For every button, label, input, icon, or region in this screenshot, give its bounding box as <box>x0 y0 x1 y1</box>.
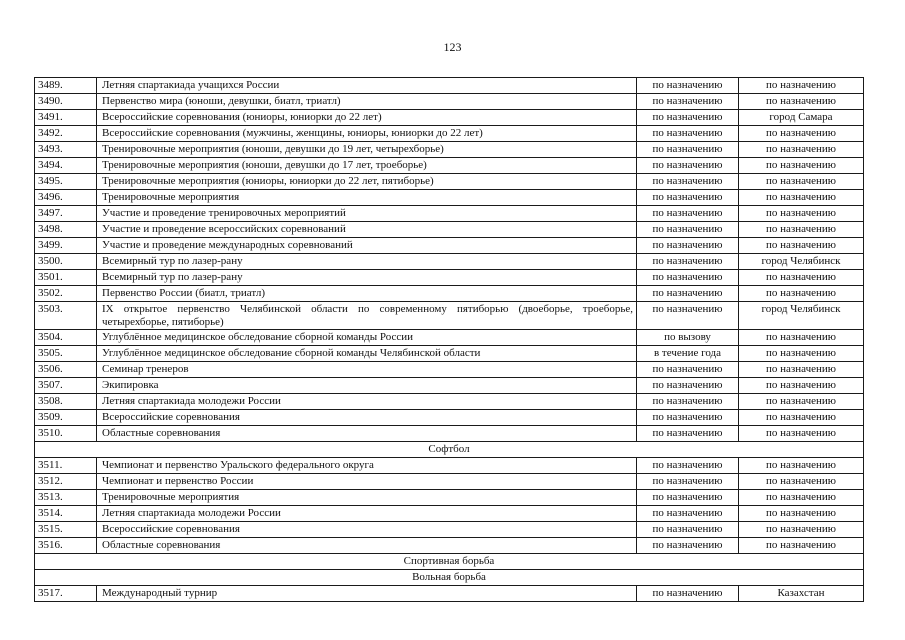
event-place: по назначению <box>739 346 864 362</box>
table-row <box>35 286 864 302</box>
event-name: Экипировка <box>97 378 637 394</box>
table-row <box>35 190 864 206</box>
event-date: по назначению <box>637 506 739 522</box>
event-name: Тренировочные мероприятия (юноши, девушки до 19 лет, четырехборье) <box>97 142 637 158</box>
table-row <box>35 158 864 174</box>
event-date: по назначению <box>637 126 739 142</box>
event-name: Всероссийские соревнования <box>97 522 637 538</box>
event-place: по назначению <box>739 270 864 286</box>
section-title: Спортивная борьба <box>35 554 864 570</box>
event-place: по назначению <box>739 378 864 394</box>
event-number: 3495. <box>35 174 97 190</box>
event-number: 3490. <box>35 94 97 110</box>
event-date: по назначению <box>637 158 739 174</box>
event-name: Тренировочные мероприятия (юноши, девушки до 17 лет, троеборье) <box>97 158 637 174</box>
event-number: 3502. <box>35 286 97 302</box>
event-number: 3492. <box>35 126 97 142</box>
event-date: по назначению <box>637 586 739 602</box>
event-name: Семинар тренеров <box>97 362 637 378</box>
event-number: 3498. <box>35 222 97 238</box>
event-number: 3499. <box>35 238 97 254</box>
event-place: город Челябинск <box>739 254 864 270</box>
event-date: по назначению <box>637 490 739 506</box>
event-place: по назначению <box>739 538 864 554</box>
event-place: по назначению <box>739 126 864 142</box>
event-number: 3494. <box>35 158 97 174</box>
event-date: по назначению <box>637 286 739 302</box>
event-number: 3512. <box>35 474 97 490</box>
event-date: по назначению <box>637 206 739 222</box>
event-date: по назначению <box>637 142 739 158</box>
table-row <box>35 254 864 270</box>
event-date: по назначению <box>637 94 739 110</box>
table-row <box>35 238 864 254</box>
events-table-body <box>35 78 864 602</box>
event-place: по назначению <box>739 410 864 426</box>
event-name: Углублённое медицинское обследование сборной команды Челябинской области <box>97 346 637 362</box>
event-name: Областные соревнования <box>97 426 637 442</box>
event-number: 3497. <box>35 206 97 222</box>
event-place: по назначению <box>739 490 864 506</box>
section-heading-row <box>35 554 864 570</box>
table-row <box>35 110 864 126</box>
event-place: по назначению <box>739 158 864 174</box>
table-row <box>35 142 864 158</box>
event-date: по вызову <box>637 330 739 346</box>
event-name: Чемпионат и первенство России <box>97 474 637 490</box>
event-name: Международный турнир <box>97 586 637 602</box>
event-date: по назначению <box>637 110 739 126</box>
event-place: по назначению <box>739 394 864 410</box>
event-name: Всемирный тур по лазер-рану <box>97 254 637 270</box>
event-date: по назначению <box>637 254 739 270</box>
table-row <box>35 222 864 238</box>
table-row <box>35 586 864 602</box>
event-place: по назначению <box>739 190 864 206</box>
event-number: 3516. <box>35 538 97 554</box>
event-date: по назначению <box>637 270 739 286</box>
event-name: Всероссийские соревнования <box>97 410 637 426</box>
table-row <box>35 506 864 522</box>
event-number: 3506. <box>35 362 97 378</box>
event-date: по назначению <box>637 458 739 474</box>
event-name: Тренировочные мероприятия <box>97 190 637 206</box>
event-place: город Самара <box>739 110 864 126</box>
events-table <box>34 77 864 602</box>
event-place: по назначению <box>739 506 864 522</box>
table-row <box>35 126 864 142</box>
section-heading-row <box>35 442 864 458</box>
event-number: 3508. <box>35 394 97 410</box>
table-row <box>35 362 864 378</box>
table-row <box>35 302 864 330</box>
event-place: город Челябинск <box>739 302 864 330</box>
event-place: по назначению <box>739 142 864 158</box>
event-number: 3500. <box>35 254 97 270</box>
event-date: по назначению <box>637 410 739 426</box>
event-number: 3504. <box>35 330 97 346</box>
event-number: 3489. <box>35 78 97 94</box>
table-row <box>35 270 864 286</box>
section-title: Вольная борьба <box>35 570 864 586</box>
table-row <box>35 426 864 442</box>
table-row <box>35 538 864 554</box>
event-name: Всероссийские соревнования (мужчины, женщины, юниоры, юниорки до 22 лет) <box>97 126 637 142</box>
event-place: по назначению <box>739 522 864 538</box>
event-number: 3501. <box>35 270 97 286</box>
event-number: 3515. <box>35 522 97 538</box>
event-number: 3511. <box>35 458 97 474</box>
event-place: Казахстан <box>739 586 864 602</box>
event-name: Тренировочные мероприятия <box>97 490 637 506</box>
event-name: Углублённое медицинское обследование сборной команды России <box>97 330 637 346</box>
event-number: 3514. <box>35 506 97 522</box>
event-name: Летняя спартакиада молодежи России <box>97 394 637 410</box>
event-number: 3517. <box>35 586 97 602</box>
event-date: по назначению <box>637 394 739 410</box>
table-row <box>35 522 864 538</box>
event-name: Всемирный тур по лазер-рану <box>97 270 637 286</box>
event-place: по назначению <box>739 206 864 222</box>
section-title: Софтбол <box>35 442 864 458</box>
table-row <box>35 378 864 394</box>
event-number: 3507. <box>35 378 97 394</box>
event-date: по назначению <box>637 538 739 554</box>
event-name: Тренировочные мероприятия (юниоры, юниорки до 22 лет, пятиборье) <box>97 174 637 190</box>
event-number: 3503. <box>35 302 97 330</box>
event-number: 3493. <box>35 142 97 158</box>
event-place: по назначению <box>739 238 864 254</box>
event-date: по назначению <box>637 238 739 254</box>
table-row <box>35 94 864 110</box>
event-number: 3510. <box>35 426 97 442</box>
event-name: Летняя спартакиада учащихся России <box>97 78 637 94</box>
table-row <box>35 206 864 222</box>
table-row <box>35 174 864 190</box>
table-row <box>35 474 864 490</box>
event-name: Участие и проведение всероссийских соревнований <box>97 222 637 238</box>
event-date: по назначению <box>637 362 739 378</box>
event-date: в течение года <box>637 346 739 362</box>
event-number: 3505. <box>35 346 97 362</box>
event-date: по назначению <box>637 378 739 394</box>
event-name: Летняя спартакиада молодежи России <box>97 506 637 522</box>
table-row <box>35 490 864 506</box>
event-name: Всероссийские соревнования (юниоры, юниорки до 22 лет) <box>97 110 637 126</box>
event-place: по назначению <box>739 330 864 346</box>
page-number: 123 <box>443 40 462 54</box>
table-row <box>35 330 864 346</box>
event-name: Участие и проведение тренировочных мероприятий <box>97 206 637 222</box>
event-name: IX открытое первенство Челябинской области по современному пятиборью (двоеборье, троеборье, четырехборье, пятиборье) <box>97 302 637 330</box>
event-date: по назначению <box>637 474 739 490</box>
event-date: по назначению <box>637 302 739 330</box>
event-place: по назначению <box>739 458 864 474</box>
event-date: по назначению <box>637 522 739 538</box>
event-name: Чемпионат и первенство Уральского федерального округа <box>97 458 637 474</box>
table-row <box>35 410 864 426</box>
event-name: Первенство мира (юноши, девушки, биатл, триатл) <box>97 94 637 110</box>
event-place: по назначению <box>739 286 864 302</box>
event-place: по назначению <box>739 78 864 94</box>
section-heading-row <box>35 570 864 586</box>
event-number: 3509. <box>35 410 97 426</box>
event-name: Первенство России (биатл, триатл) <box>97 286 637 302</box>
event-date: по назначению <box>637 174 739 190</box>
event-name: Участие и проведение международных соревнований <box>97 238 637 254</box>
table-row <box>35 346 864 362</box>
event-place: по назначению <box>739 222 864 238</box>
table-row <box>35 458 864 474</box>
event-number: 3491. <box>35 110 97 126</box>
event-place: по назначению <box>739 362 864 378</box>
event-place: по назначению <box>739 426 864 442</box>
event-place: по назначению <box>739 174 864 190</box>
event-number: 3513. <box>35 490 97 506</box>
event-name: Областные соревнования <box>97 538 637 554</box>
event-place: по назначению <box>739 474 864 490</box>
table-row <box>35 394 864 410</box>
event-date: по назначению <box>637 426 739 442</box>
event-place: по назначению <box>739 94 864 110</box>
event-date: по назначению <box>637 190 739 206</box>
event-date: по назначению <box>637 222 739 238</box>
table-row <box>35 78 864 94</box>
event-number: 3496. <box>35 190 97 206</box>
event-date: по назначению <box>637 78 739 94</box>
